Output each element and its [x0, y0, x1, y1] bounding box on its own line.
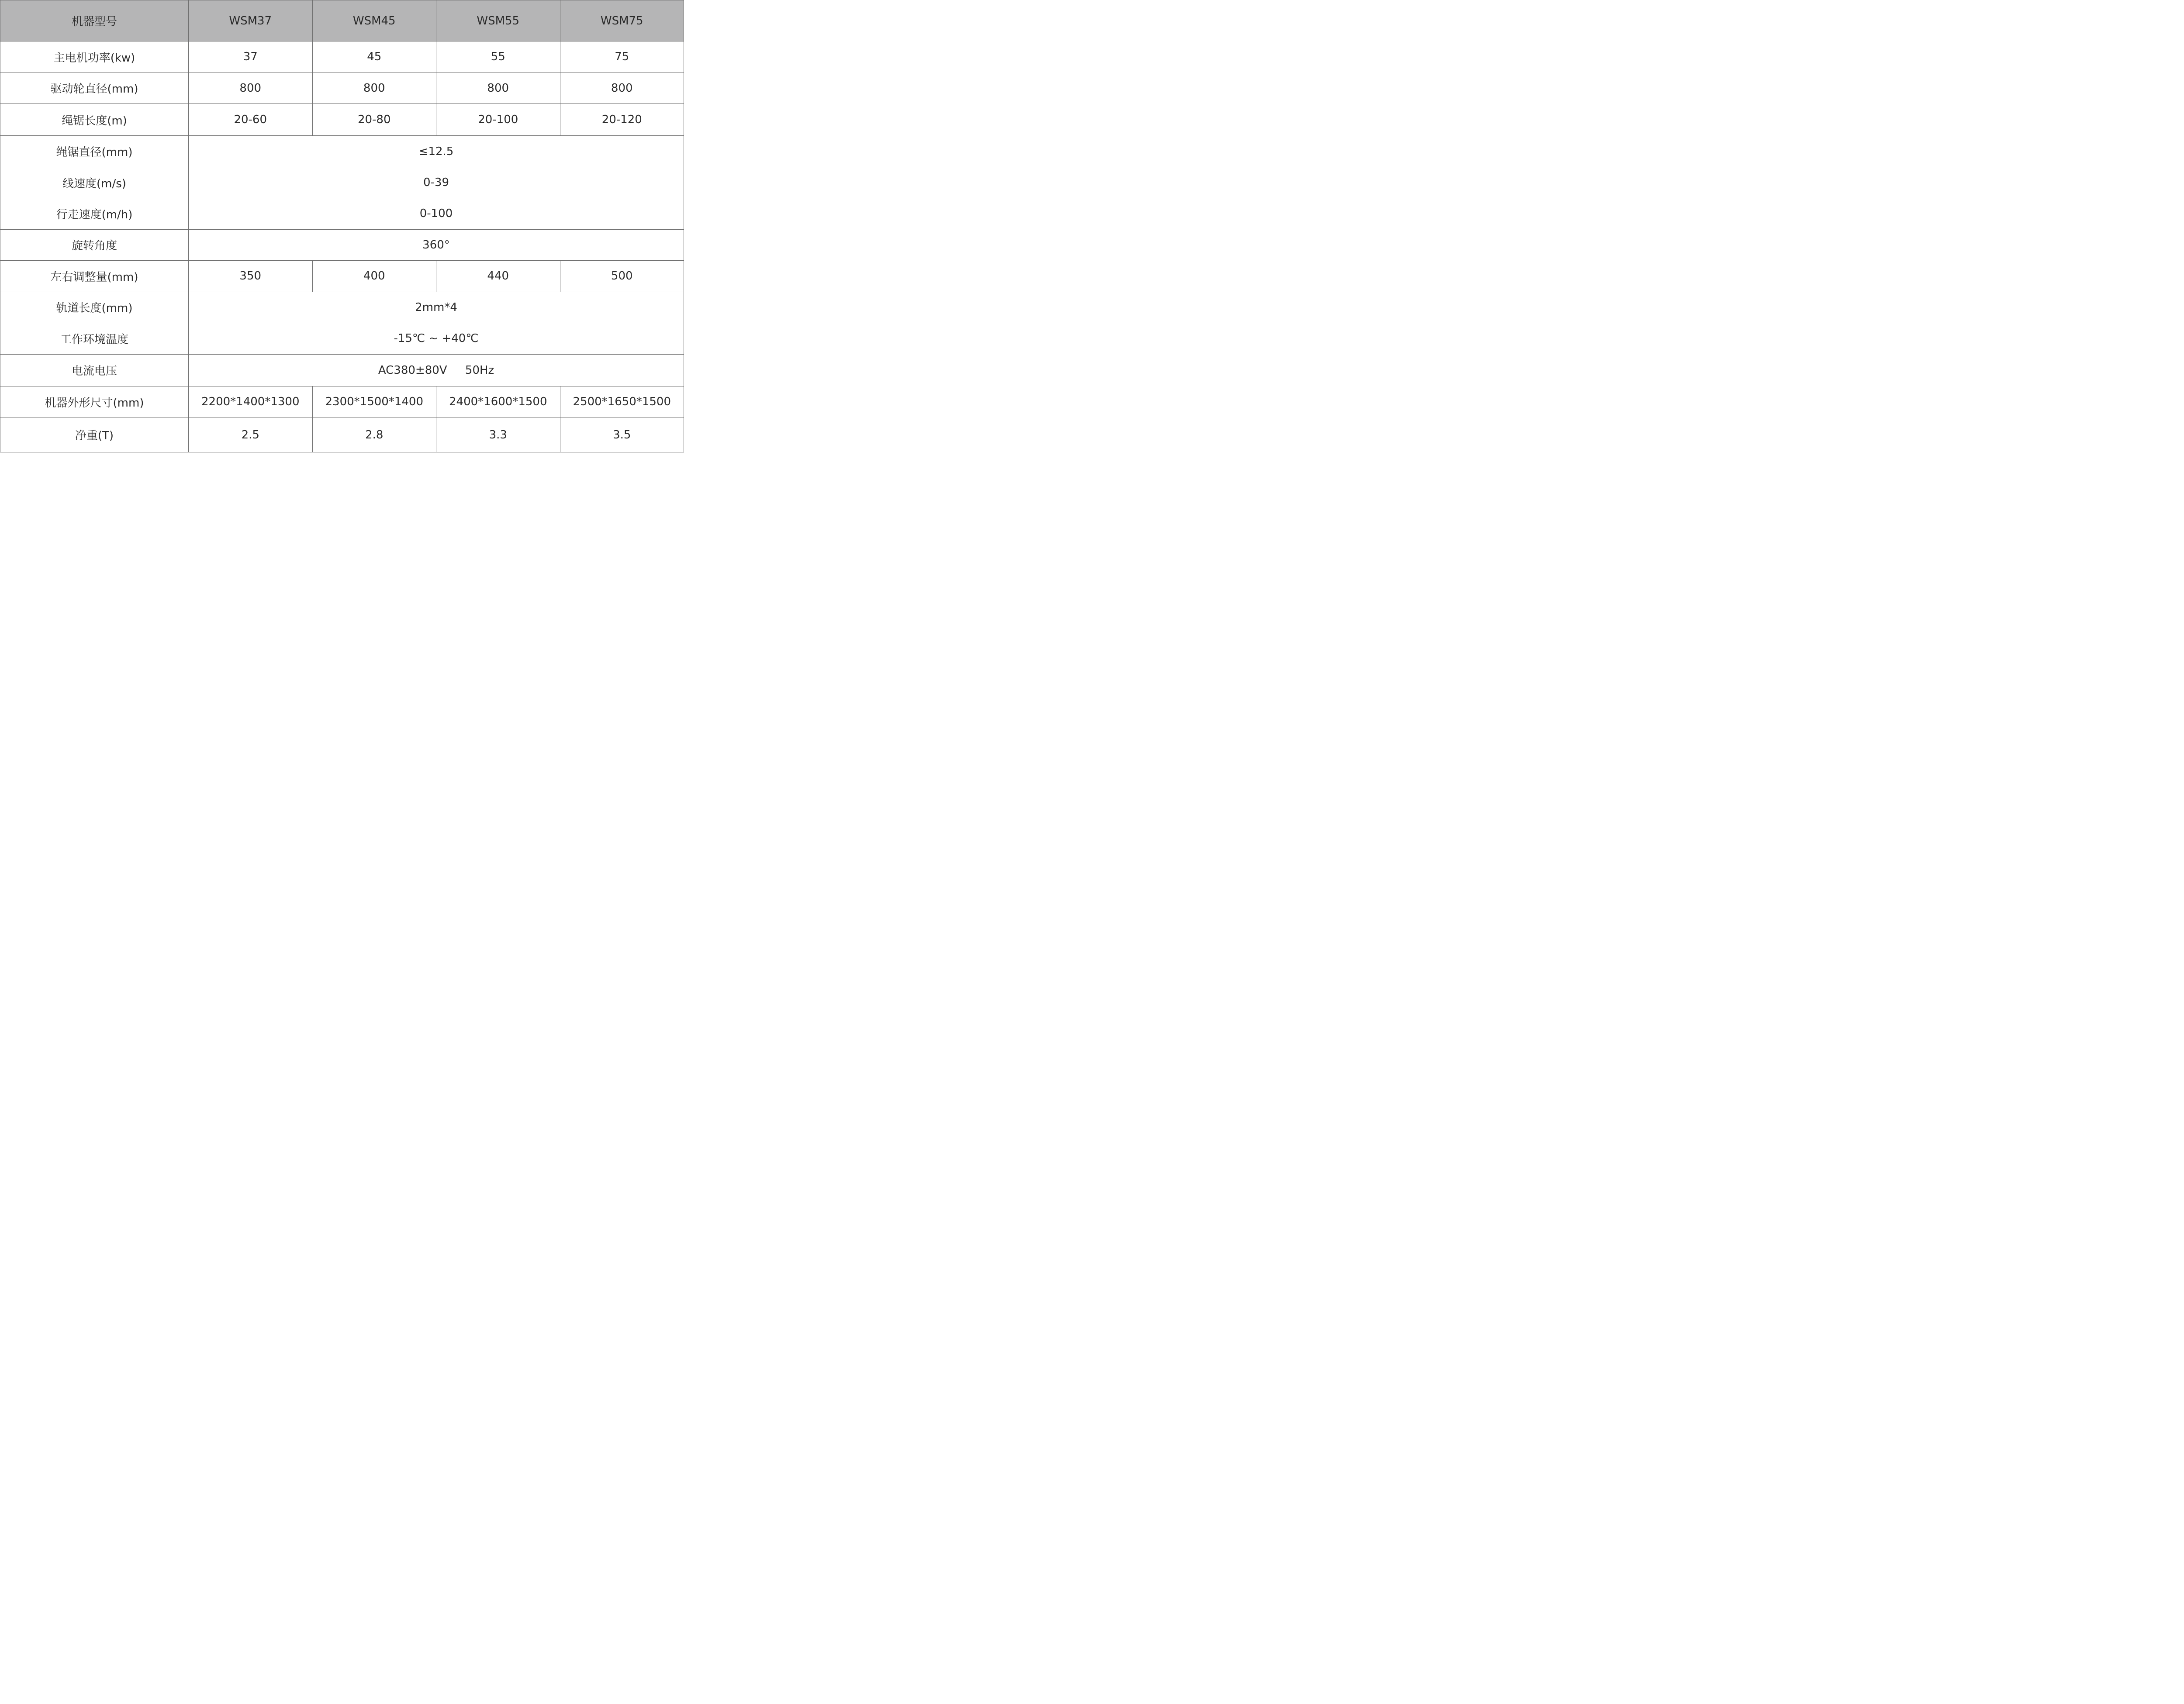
- row-label: 绳锯直径(mm): [0, 136, 189, 167]
- row-label: 轨道长度(mm): [0, 292, 189, 323]
- spec-table: [0, 0, 684, 452]
- cell-value: 3.5: [560, 417, 684, 452]
- cell-value: 3.3: [436, 417, 560, 452]
- cell-value: 800: [189, 72, 313, 103]
- cell-value: 2500*1650*1500: [560, 386, 684, 417]
- row-label: 主电机功率(kw): [0, 41, 189, 72]
- row-machine-dimensions: [0, 386, 684, 417]
- row-label: 绳锯长度(m): [0, 103, 189, 135]
- cell-value: 800: [560, 72, 684, 103]
- header-row: [0, 0, 684, 41]
- row-label: 行走速度(m/h): [0, 198, 189, 229]
- cell-value-merged: 2mm*4: [189, 292, 684, 323]
- cell-value: 350: [189, 261, 313, 292]
- row-track-length: [0, 292, 684, 323]
- cell-value: 20-100: [436, 103, 560, 135]
- model-wsm37: WSM37: [189, 0, 313, 41]
- cell-value: 20-80: [312, 103, 436, 135]
- row-wire-saw-diameter: [0, 136, 684, 167]
- model-wsm75: WSM75: [560, 0, 684, 41]
- row-net-weight: [0, 417, 684, 452]
- row-label: 旋转角度: [0, 229, 189, 260]
- cell-value: 500: [560, 261, 684, 292]
- model-wsm55: WSM55: [436, 0, 560, 41]
- cell-value: 800: [312, 72, 436, 103]
- cell-value: 55: [436, 41, 560, 72]
- cell-value-merged: ≤12.5: [189, 136, 684, 167]
- cell-value: 2300*1500*1400: [312, 386, 436, 417]
- cell-value: 400: [312, 261, 436, 292]
- cell-value: 2.5: [189, 417, 313, 452]
- row-drive-wheel-diameter: [0, 72, 684, 103]
- cell-value: 75: [560, 41, 684, 72]
- row-label: 线速度(m/s): [0, 167, 189, 198]
- row-label: 驱动轮直径(mm): [0, 72, 189, 103]
- cell-value-merged: 360°: [189, 229, 684, 260]
- row-current-voltage: [0, 354, 684, 386]
- cell-value: 440: [436, 261, 560, 292]
- row-lateral-adjustment: [0, 261, 684, 292]
- header-label: 机器型号: [0, 0, 189, 41]
- model-wsm45: WSM45: [312, 0, 436, 41]
- row-line-speed: [0, 167, 684, 198]
- row-label: 左右调整量(mm): [0, 261, 189, 292]
- cell-value: 37: [189, 41, 313, 72]
- row-label: 电流电压: [0, 354, 189, 386]
- cell-value: 800: [436, 72, 560, 103]
- cell-value: 2200*1400*1300: [189, 386, 313, 417]
- cell-value: 45: [312, 41, 436, 72]
- cell-value-merged: AC380±80V 50Hz: [189, 354, 684, 386]
- cell-value: 20-60: [189, 103, 313, 135]
- row-rotation-angle: [0, 229, 684, 260]
- row-label: 机器外形尺寸(mm): [0, 386, 189, 417]
- cell-value-merged: 0-100: [189, 198, 684, 229]
- row-operating-temperature: [0, 323, 684, 354]
- cell-value: 2.8: [312, 417, 436, 452]
- row-wire-saw-length: [0, 103, 684, 135]
- row-label: 工作环境温度: [0, 323, 189, 354]
- row-main-motor-power: [0, 41, 684, 72]
- row-travel-speed: [0, 198, 684, 229]
- cell-value: 20-120: [560, 103, 684, 135]
- cell-value-merged: 0-39: [189, 167, 684, 198]
- row-label: 净重(T): [0, 417, 189, 452]
- cell-value: 2400*1600*1500: [436, 386, 560, 417]
- cell-value-merged: -15℃ ~ +40℃: [189, 323, 684, 354]
